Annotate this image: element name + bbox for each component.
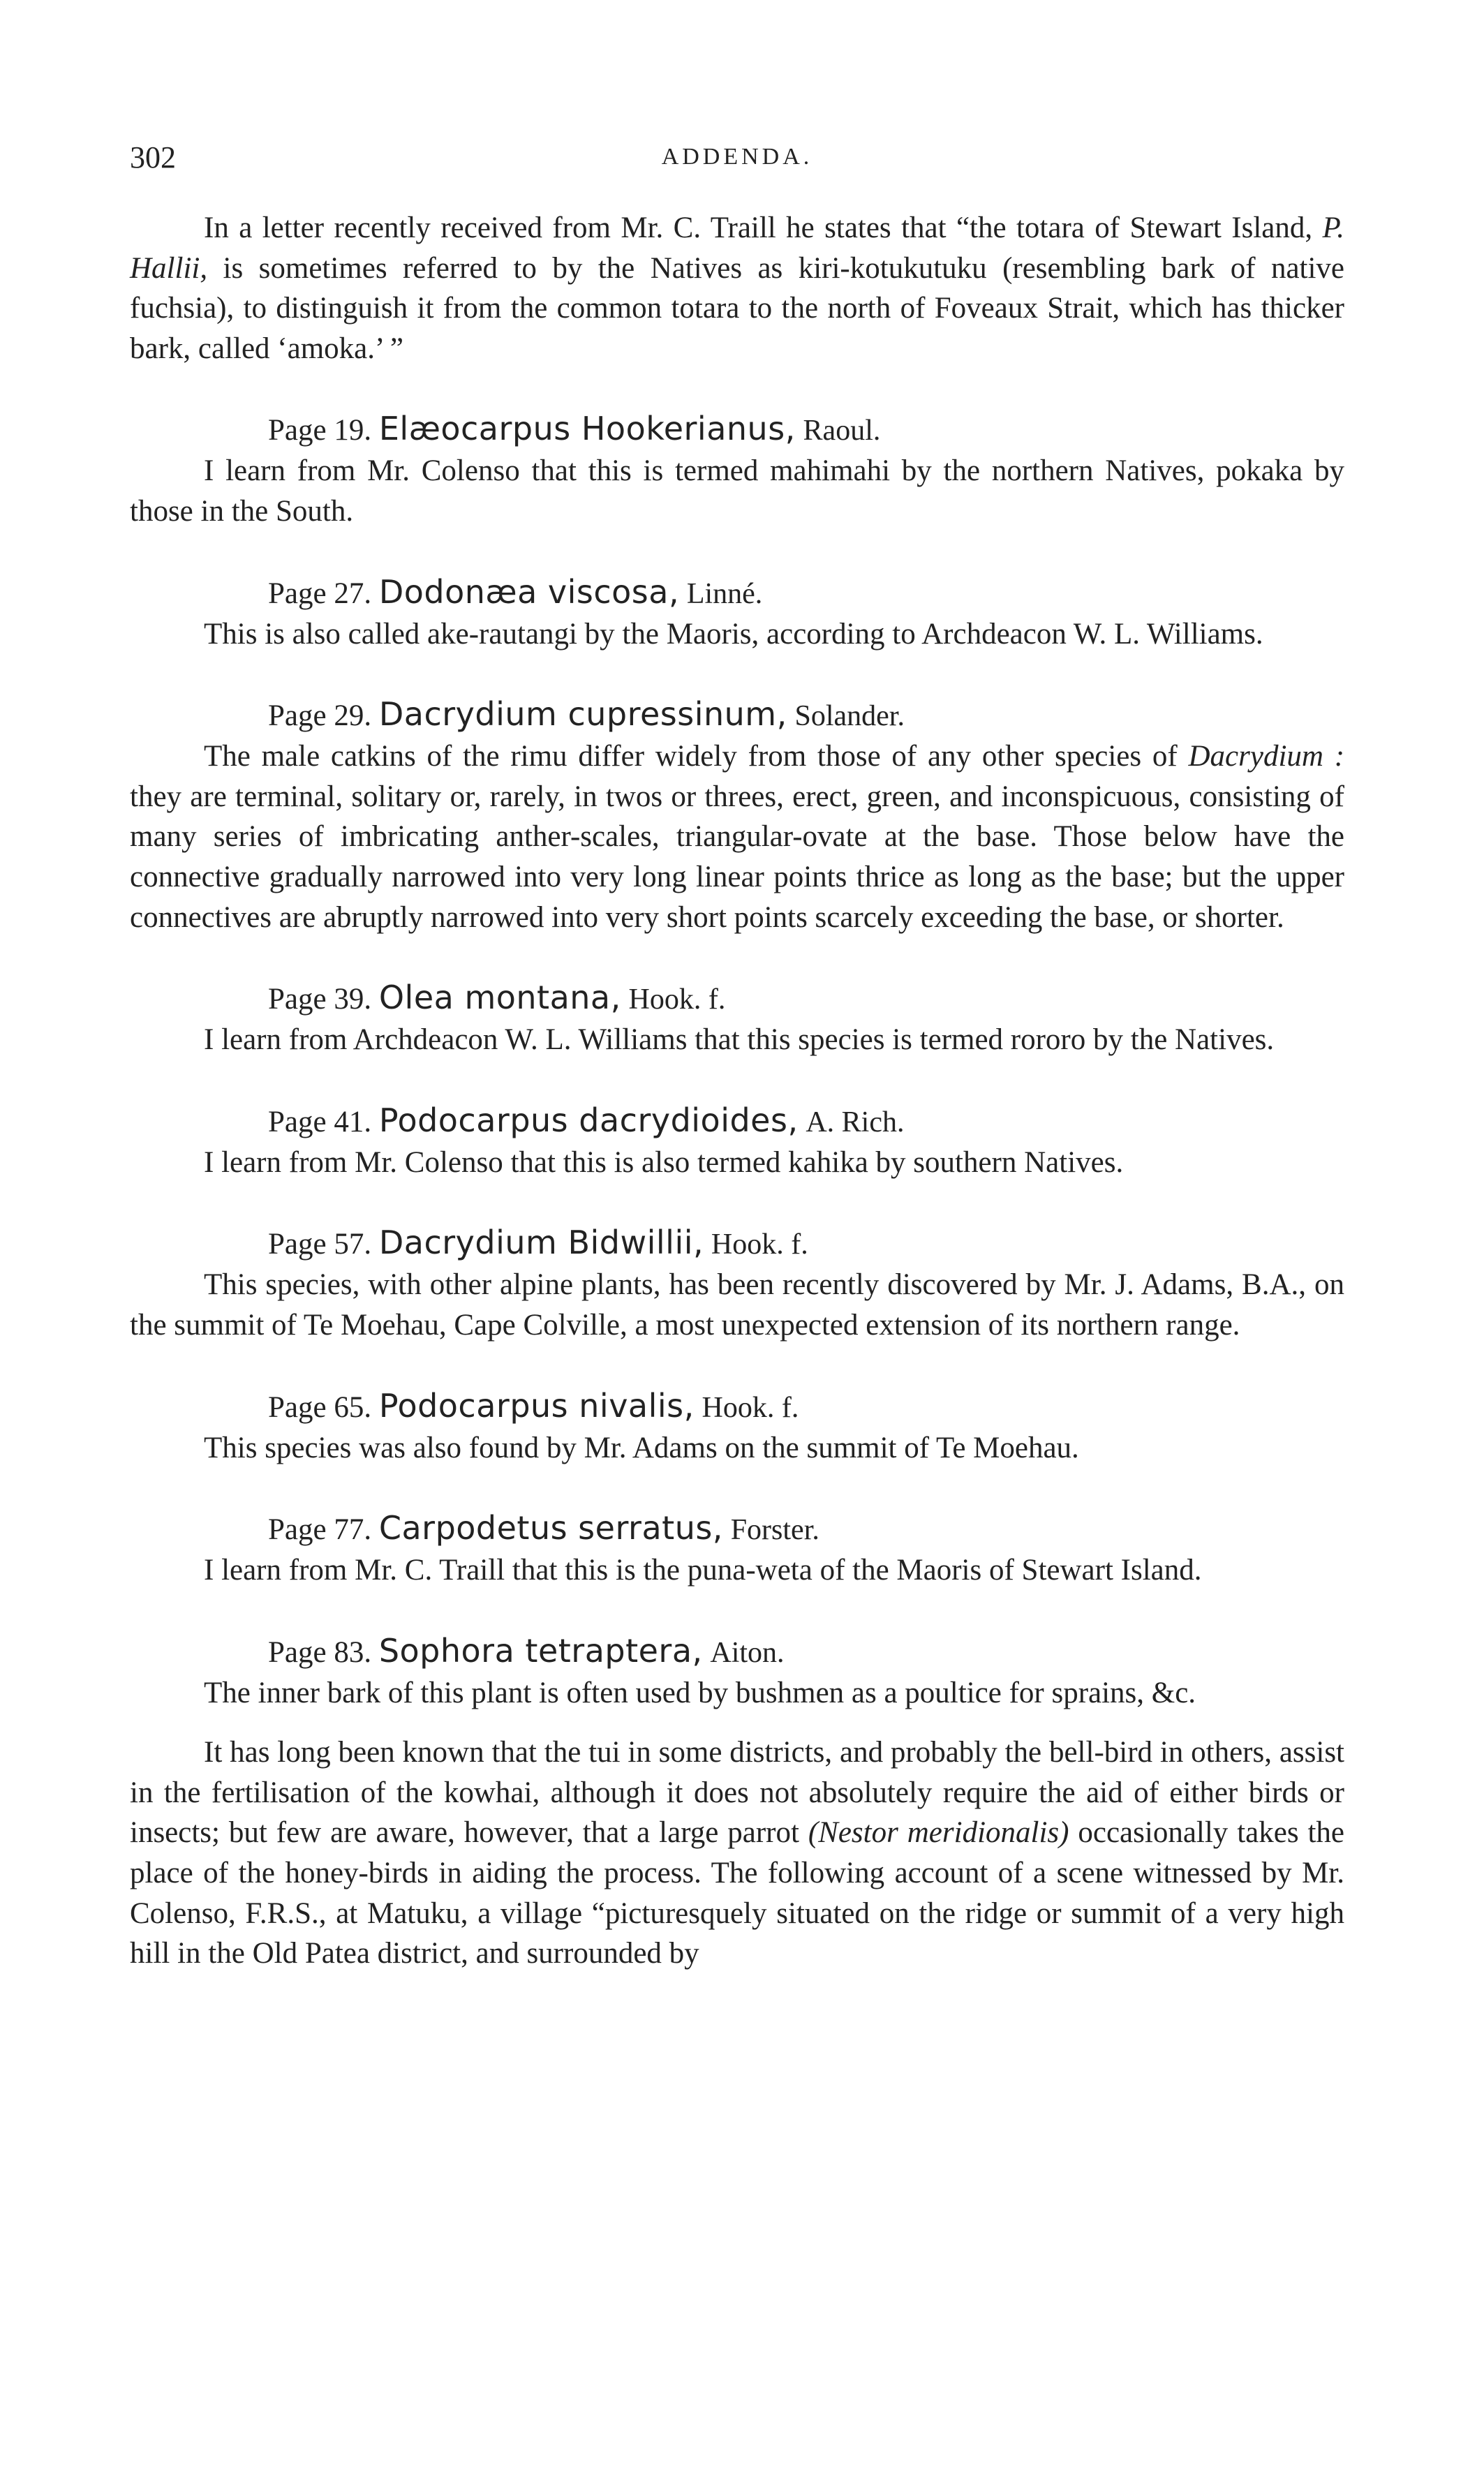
entry-heading xyxy=(268,572,1344,614)
entry-heading xyxy=(268,1631,1344,1673)
intro-species-italic: P. Hallii, xyxy=(130,211,1345,285)
running-title: ADDENDA. xyxy=(661,144,813,170)
running-head xyxy=(130,140,1344,181)
species-authority: Hook. f. xyxy=(628,983,726,1016)
page-reference: Page 41. xyxy=(268,1105,372,1138)
entry-olea xyxy=(130,977,1344,1060)
entry-podocarpus-nivalis xyxy=(130,1386,1344,1469)
page-reference: Page 83. xyxy=(268,1635,372,1669)
species-italic: (Nestor meridionalis) xyxy=(808,1816,1069,1850)
species-name: Podocarpus nivalis, xyxy=(378,1386,695,1425)
entry-podocarpus-dacrydioides xyxy=(130,1100,1344,1183)
intro-paragraph xyxy=(130,208,1344,369)
page-reference: Page 39. xyxy=(268,983,372,1016)
entry-heading xyxy=(268,694,1344,736)
entry-text-a: It has long been known that the tui in some districts, and probably the bell-bird in others, assist in the fertilisation of the kowhai, although it does not absolutely require the aid of either birds or insects; but few are aware, however, that a large parrot xyxy=(130,1736,1344,1850)
entry-dodonaea xyxy=(130,572,1344,655)
entry-text: I learn from Mr. Colenso that this is also termed kahika by southern Natives. xyxy=(204,1145,1124,1179)
species-name: Olea montana, xyxy=(378,979,621,1017)
page-reference: Page 27. xyxy=(268,577,372,610)
species-authority: A. Rich. xyxy=(806,1106,905,1138)
entry-text: I learn from Mr. C. Traill that this is the puna-weta of the Maoris of Stewart Island. xyxy=(204,1554,1202,1587)
entry-text: I learn from Mr. Colenso that this is termed mahimahi by the northern Natives, pokaka by those in the South. xyxy=(130,454,1344,528)
entry-sophora xyxy=(130,1631,1344,1974)
entry-carpodetus xyxy=(130,1508,1344,1591)
page-body xyxy=(130,208,1344,1974)
entry-text: The inner bark of this plant is often used by bushmen as a poultice for sprains, &c. xyxy=(204,1676,1196,1709)
entry-heading xyxy=(268,1508,1344,1550)
species-authority: Forster. xyxy=(730,1514,819,1547)
page-number: 302 xyxy=(130,140,176,174)
entry-heading xyxy=(268,1386,1344,1428)
page-reference: Page 19. xyxy=(268,414,372,447)
entry-dacrydium-cupressinum xyxy=(130,694,1344,937)
entry-text-b: they are terminal, solitary or, rarely, in twos or threes, erect, green, and inconspicuous, consisting of many series of imbricating anther-scales, triangular-ovate at the base. Those below have the connective gradually narrowed into very long linear points thrice as long as the base; but the upper connectives are abruptly narrowed into very short points scarcely exceeding the base, or shorter. xyxy=(130,780,1344,934)
entry-heading xyxy=(268,1222,1344,1265)
intro-text-a: In a letter recently received from Mr. C. Traill he states that “the totara of Stewart Island, xyxy=(204,211,1313,244)
page-reference: Page 77. xyxy=(268,1513,372,1547)
entry-text: This is also called ake-rautangi by the Maoris, according to Archdeacon W. L. Williams. xyxy=(204,617,1263,651)
species-name: Elæocarpus Hookerianus, xyxy=(378,410,796,448)
entry-dacrydium-bidwillii xyxy=(130,1222,1344,1345)
species-name: Podocarpus dacrydioides, xyxy=(378,1101,799,1139)
intro-text-b: is sometimes referred to by the Natives as kiri-kotukutuku (resembling bark of native fuchsia), to distinguish it from the common totara to the north of Foveaux Strait, which has thicker bark, called ‘amoka.’ ” xyxy=(130,251,1345,365)
entry-text: I learn from Archdeacon W. L. Williams that this species is termed rororo by the Natives. xyxy=(204,1023,1275,1057)
genus-italic: Dacrydium : xyxy=(1188,740,1345,773)
species-authority: Hook. f. xyxy=(702,1391,799,1424)
species-authority: Aiton. xyxy=(710,1636,785,1669)
entry-text-b: occasionally takes the place of the honey-birds in aiding the process. The following account of a scene witnessed by Mr. Colenso, F.R.S., at Matuku, a village “picturesquely situated on the ridge or summit of a very high hill in the Old Patea district, and surrounded by xyxy=(130,1816,1345,1970)
species-name: Dodonæa viscosa, xyxy=(378,572,680,611)
species-name: Carpodetus serratus, xyxy=(378,1509,723,1547)
species-authority: Hook. f. xyxy=(711,1228,808,1261)
entry-text-a: The male catkins of the rimu differ widely from those of any other species of xyxy=(204,740,1178,773)
species-name: Dacrydium cupressinum, xyxy=(378,695,787,734)
species-name: Sophora tetraptera, xyxy=(378,1631,703,1670)
entry-text: This species, with other alpine plants, has been recently discovered by Mr. J. Adams, B.A., on the summit of Te Moehau, Cape Colville, a most unexpected extension of its northern range. xyxy=(130,1268,1344,1342)
species-authority: Solander. xyxy=(794,700,905,733)
entry-text: This species was also found by Mr. Adams on the summit of Te Moehau. xyxy=(204,1431,1079,1464)
species-authority: Raoul. xyxy=(803,415,881,447)
entry-text xyxy=(130,736,1344,937)
species-authority: Linné. xyxy=(686,577,763,610)
entry-heading xyxy=(268,408,1344,451)
species-name: Dacrydium Bidwillii, xyxy=(378,1224,704,1262)
entry-elaeocarpus xyxy=(130,408,1344,531)
page-reference: Page 29. xyxy=(268,699,372,733)
page-reference: Page 65. xyxy=(268,1390,372,1424)
page-reference: Page 57. xyxy=(268,1228,372,1261)
entry-text-continued xyxy=(130,1732,1344,1974)
entry-heading xyxy=(268,1100,1344,1143)
entry-heading xyxy=(268,977,1344,1020)
